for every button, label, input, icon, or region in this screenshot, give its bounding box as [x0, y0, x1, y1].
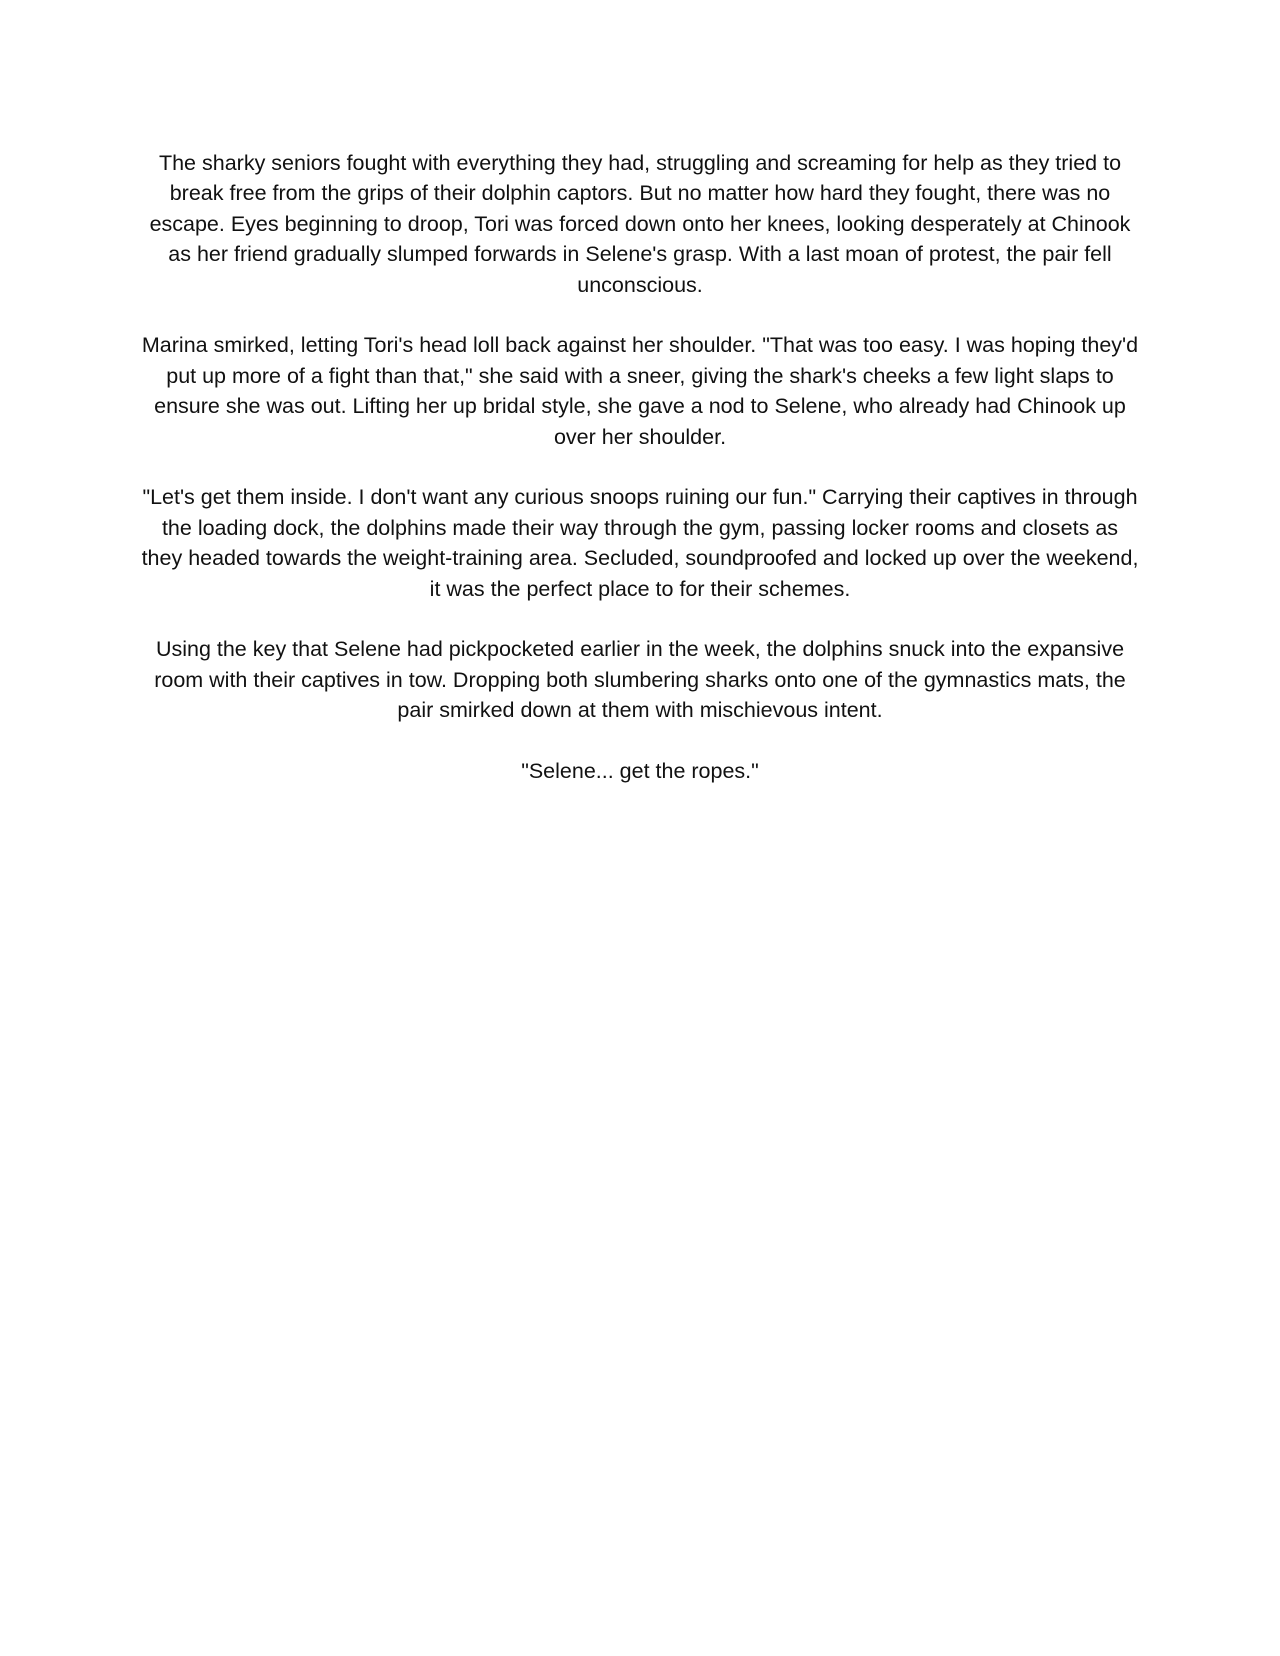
story-text [140, 148, 1140, 786]
paragraph-4: Using the key that Selene had pickpocketed earlier in the week, the dolphins snuck into the expansive room with their captives in tow. Dropping both slumbering sharks onto one of the gymnastics mats, the pair smirked down at them with mischievous intent. [154, 637, 1126, 723]
paragraph-2: Marina smirked, letting Tori's head loll back against her shoulder. "That was too easy. I was hoping they'd put up more of a fight than that," she said with a sneer, giving the shark's cheeks a few light slaps to ensure she was out. Lifting her up bridal style, she gave a nod to Selene, who already had Chinook up over her shoulder. [141, 333, 1139, 449]
paragraph-3: "Let's get them inside. I don't want any curious snoops ruining our fun." Carrying their captives in through the loading dock, the dolphins made their way through the gym, passing locker rooms and closets as they headed towards the weight-training area. Secluded, soundproofed and locked up over the weekend, it was the perfect place to for their schemes. [141, 485, 1139, 601]
paragraph-5: "Selene... get the ropes." [521, 759, 759, 784]
paragraph-1: The sharky seniors fought with everything they had, struggling and screaming for help as they tried to break free from the grips of their dolphin captors. But no matter how hard they fought, there was no escape. Eyes beginning to droop, Tori was forced down onto her knees, looking desperately at Chinook as her friend gradually slumped forwards in Selene's grasp. With a last moan of protest, the pair fell unconscious. [149, 151, 1131, 297]
